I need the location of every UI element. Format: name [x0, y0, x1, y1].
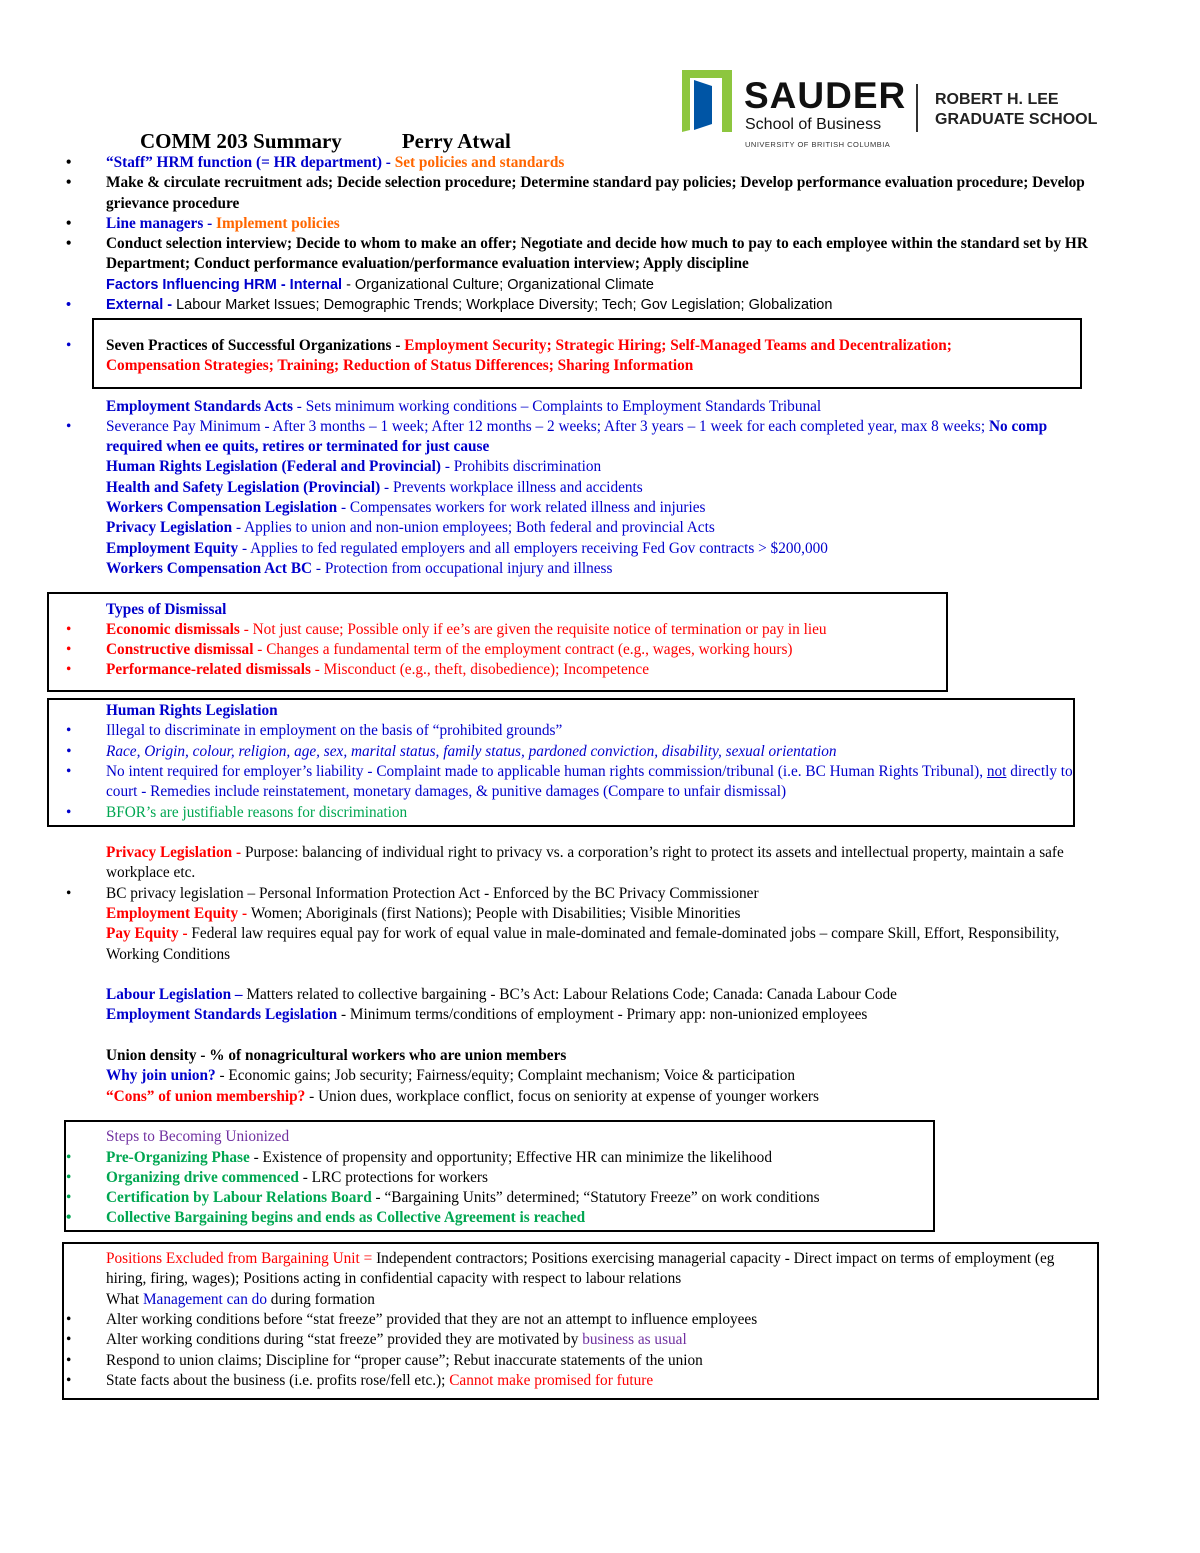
list-item: • Illegal to discriminate in employment on the basis of “prohibited grounds” [0, 721, 1200, 741]
sauder-emblem-icon [682, 70, 732, 132]
list-item: • Constructive dismissal - Changes a fundamental term of the employment contract (e.g., wages, working hours) [0, 640, 1200, 660]
logo-name: SAUDER [744, 75, 907, 116]
section-heading: Types of Dismissal [106, 600, 227, 618]
list-item: • Organizing drive commenced - LRC protections for workers [0, 1168, 1200, 1188]
list-item: • Alter working conditions during “stat freeze” provided they are motivated by business as usual [0, 1330, 1200, 1350]
text-line: Employment Equity - Women; Aboriginals (first Nations); People with Disabilities; Visible Minorities [106, 904, 741, 922]
text-line: What Management can do during formation [106, 1290, 375, 1308]
text-line: Privacy Legislation - Purpose: balancing of individual right to privacy vs. a corporation’s right to protect its assets and intellectual property, maintain a safe workplace etc. [106, 844, 1064, 882]
list-item: • No intent required for employer’s liability - Complaint made to applicable human rights commission/tribunal (i.e. BC Human Rights Tribunal), not directly to court - Remedies include reinstatement, monetary damages, & punitive damages (Compare to unfair dismissal) [0, 762, 1090, 803]
text-line: Union density - % of nonagricultural workers who are union members [106, 1047, 567, 1065]
sauder-logo [682, 70, 1112, 150]
section-heading: Steps to Becoming Unionized [106, 1128, 290, 1146]
list-item: • Make & circulate recruitment ads; Decide selection procedure; Determine standard pay policies; Develop performance evaluation procedure; Develop grievance procedure [0, 173, 1090, 214]
list-item: • State facts about the business (i.e. profits rose/fell etc.); Cannot make promised for future [0, 1371, 1200, 1391]
logo-subtitle: School of Business [745, 116, 882, 133]
text-line: Privacy Legislation - Applies to union and non-union employees; Both federal and provincial Acts [106, 519, 715, 537]
list-item: • Severance Pay Minimum - After 3 months – 1 week; After 12 months – 2 weeks; After 3 years – 1 week for each completed year, max 8 weeks; No comp required when ee quits, retires or terminated for just cause [0, 417, 1090, 458]
text-line: Workers Compensation Legislation - Compensates workers for work related illness and injuries [106, 499, 706, 517]
text-line: “Cons” of union membership? - Union dues, workplace conflict, focus on seniority at expense of younger workers [106, 1087, 819, 1105]
text-line: Employment Standards Legislation - Minimum terms/conditions of employment - Primary app: non-unionized employees [106, 1006, 868, 1024]
text-line: Factors Influencing HRM - Internal - Organizational Culture; Organizational Climate [106, 276, 654, 293]
list-item: • “Staff” HRM function (= HR department) - Set policies and standards [0, 153, 1200, 173]
text-line: Workers Compensation Act BC - Protection from occupational injury and illness [106, 559, 613, 577]
list-item: • BFOR’s are justifiable reasons for discrimination [0, 803, 1200, 823]
author-name: Perry Atwal [401, 129, 511, 153]
logo-university: UNIVERSITY OF BRITISH COLUMBIA [745, 140, 891, 149]
list-item: • Conduct selection interview; Decide to whom to make an offer; Negotiate and decide how much to pay to each employee within the standard set by HR Department; Conduct performance evaluation/performance evaluation interview; Apply discipline [0, 234, 1090, 275]
list-item: • Respond to union claims; Discipline for “proper cause”; Rebut inaccurate statements of the union [0, 1351, 1200, 1371]
list-item: • Collective Bargaining begins and ends as Collective Agreement is reached [0, 1208, 1200, 1228]
list-item: • External - Labour Market Issues; Demographic Trends; Workplace Diversity; Tech; Gov Legislation; Globalization [0, 295, 1200, 315]
summary-content [0, 153, 1200, 1391]
text-line: Positions Excluded from Bargaining Unit = Independent contractors; Positions exercising managerial capacity - Direct impact on terms of employment (eg hiring, firing, wages); Positions acting in confidential capacity with respect to labour relations [106, 1250, 1055, 1288]
logo-divider [916, 84, 918, 132]
list-item: • Economic dismissals - Not just cause; Possible only if ee’s are given the requisite notice of termination or pay in lieu [0, 620, 1200, 640]
text-line: Pay Equity - Federal law requires equal pay for work of equal value in male-dominated and female-dominated jobs – compare Skill, Effort, Responsibility, Working Conditions [106, 925, 1060, 963]
text-line: Labour Legislation – Matters related to collective bargaining - BC’s Act: Labour Relations Code; Canada: Canada Labour Code [106, 986, 897, 1004]
text-line: Health and Safety Legislation (Provincial) - Prevents workplace illness and accidents [106, 478, 643, 496]
section-heading: Human Rights Legislation [106, 702, 278, 720]
list-item: • Pre-Organizing Phase - Existence of propensity and opportunity; Effective HR can minimize the likelihood [0, 1148, 1200, 1168]
list-item: • Certification by Labour Relations Board - “Bargaining Units” determined; “Statutory Freeze” on work conditions [0, 1188, 1200, 1208]
page-title [140, 127, 511, 155]
list-item: • Alter working conditions before “stat freeze” provided that they are not an attempt to influence employees [0, 1310, 1200, 1330]
text-line: Why join union? - Economic gains; Job security; Fairness/equity; Complaint mechanism; Voice & participation [106, 1067, 796, 1085]
list-item: • Seven Practices of Successful Organizations - Employment Security; Strategic Hiring; Self-Managed Teams and Decentralization; [0, 336, 1200, 356]
text-line: Compensation Strategies; Training; Reduction of Status Differences; Sharing Information [106, 356, 694, 374]
text-line: Employment Equity - Applies to fed regulated employers and all employers receiving Fed Gov contracts > $200,000 [106, 539, 828, 557]
text-line: Employment Standards Acts - Sets minimum working conditions – Complaints to Employment Standards Tribunal [106, 397, 822, 415]
list-item: • Line managers - Implement policies [0, 214, 1200, 234]
list-item: • Performance-related dismissals - Misconduct (e.g., theft, disobedience); Incompetence [0, 660, 1200, 680]
course-title: COMM 203 Summary [140, 129, 342, 153]
list-item: • BC privacy legislation – Personal Information Protection Act - Enforced by the BC Privacy Commissioner [0, 884, 1200, 904]
list-item: • Race, Origin, colour, religion, age, sex, marital status, family status, pardoned conviction, disability, sexual orientation [0, 742, 1200, 762]
text-line: Human Rights Legislation (Federal and Provincial) - Prohibits discrimination [106, 458, 602, 476]
logo-school-name: ROBERT H. LEE GRADUATE SCHOOL [935, 91, 1098, 128]
